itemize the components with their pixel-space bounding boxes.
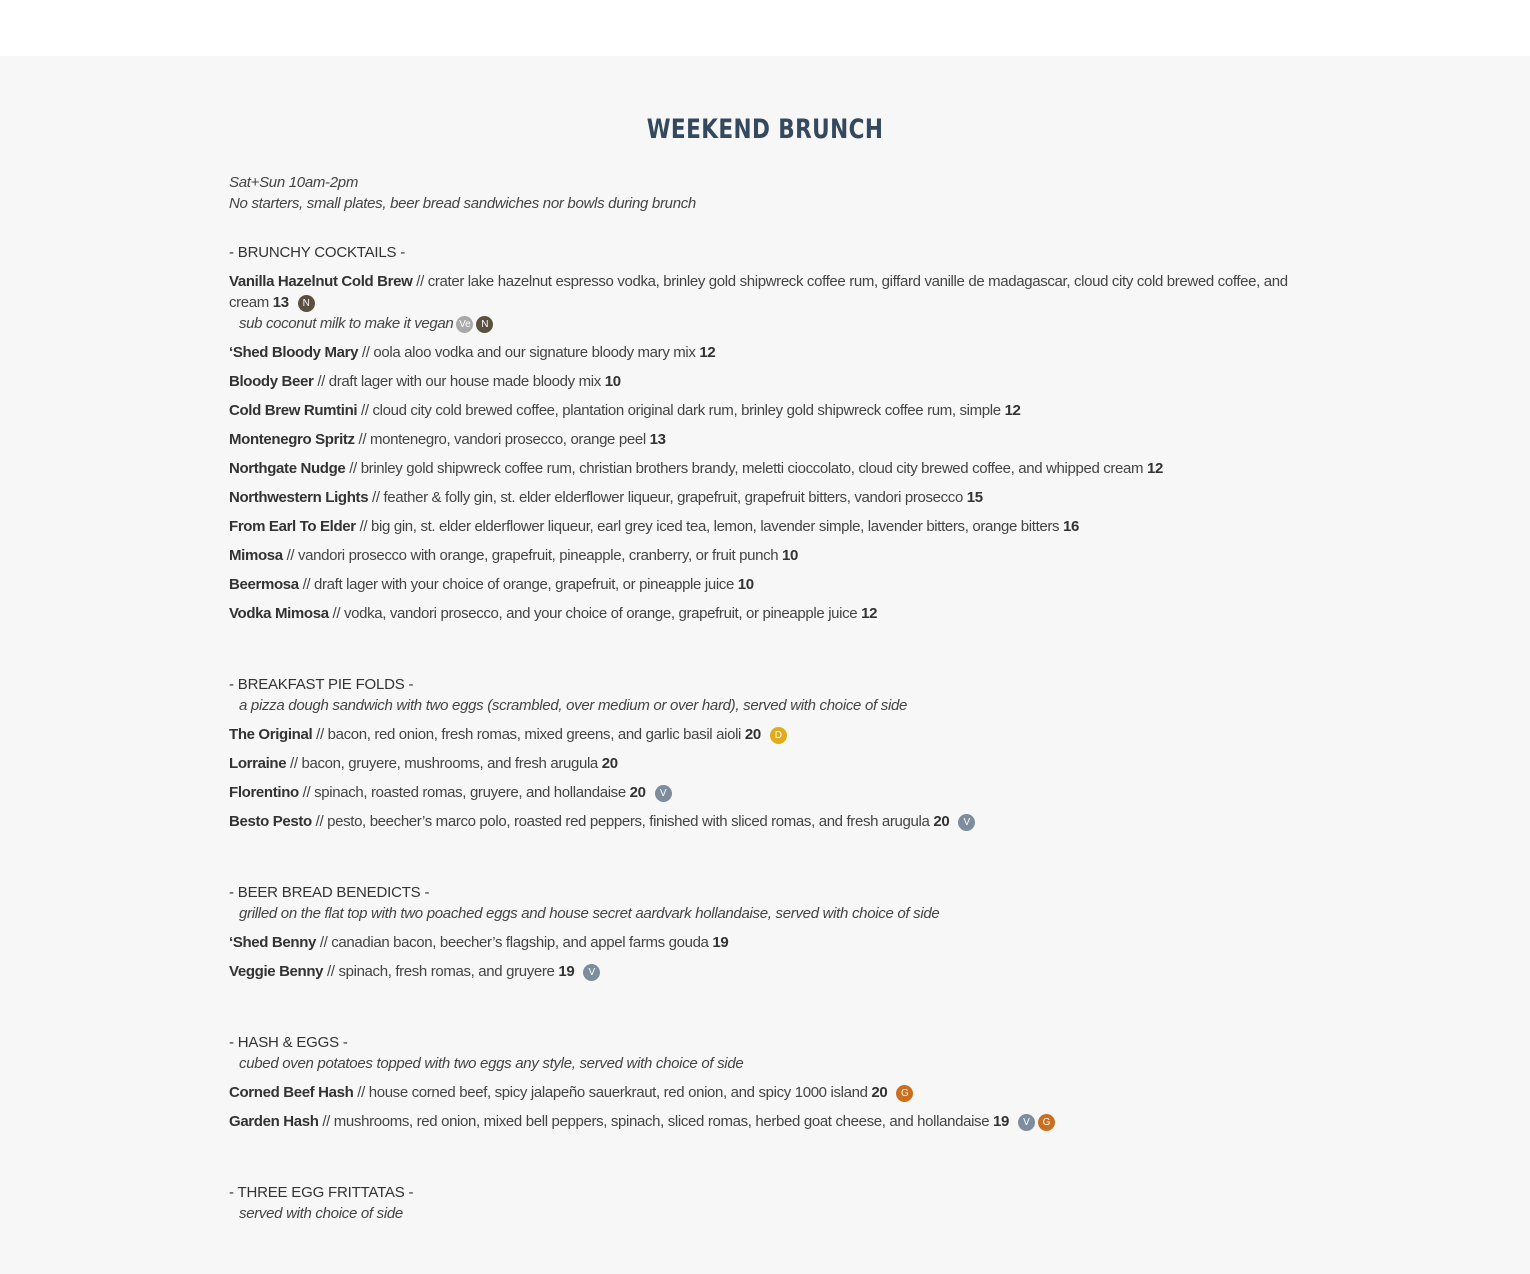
item-name: Florentino <box>229 784 299 801</box>
section-title: - THREE EGG FRITTATAS - <box>229 1184 414 1201</box>
gluten-free-badge: G <box>1038 1114 1055 1131</box>
item-description: // vodka, vandori prosecco, and your choice of orange, grapefruit, or pineapple juice <box>328 605 862 622</box>
variation-text: sub coconut milk to make it vegan <box>239 315 454 332</box>
menu-item <box>229 545 1304 566</box>
gluten-free-badge: G <box>896 1085 913 1102</box>
menu-item <box>229 811 1304 832</box>
item-price: 20 <box>871 1084 888 1101</box>
vegan-badge: Ve <box>456 316 473 333</box>
section-title: - BREAKFAST PIE FOLDS - <box>229 676 414 693</box>
item-name: Cold Brew Rumtini <box>229 402 358 419</box>
section-note: a pizza dough sandwich with two eggs (scrambled, over medium or over hard), served with choice of side <box>239 697 908 714</box>
item-price: 13 <box>649 431 666 448</box>
section-note: grilled on the flat top with two poached eggs and house secret aardvark hollandaise, served with choice of side <box>239 905 940 922</box>
item-description: // spinach, roasted romas, gruyere, and hollandaise <box>298 784 630 801</box>
item-price: 19 <box>558 963 575 980</box>
top-nav-bar <box>0 0 1530 56</box>
item-name: From Earl To Elder <box>229 518 356 535</box>
contains-nuts-badge: N <box>298 295 315 312</box>
menu-item <box>229 342 1304 363</box>
menu-item <box>229 782 1304 803</box>
menu-item <box>229 271 1304 334</box>
item-price: 20 <box>601 755 618 772</box>
menu-item <box>229 1082 1304 1103</box>
item-price: 16 <box>1063 518 1079 535</box>
item-description: // draft lager with your choice of orange, grapefruit, or pineapple juice <box>298 576 738 593</box>
item-price: 12 <box>699 344 716 361</box>
dairy-badge: D <box>770 727 787 744</box>
page-title: WEEKEND BRUNCH <box>646 114 884 145</box>
vegetarian-badge: V <box>583 964 600 981</box>
menu-item <box>229 574 1304 595</box>
item-description: // crater lake hazelnut espresso vodka, brinley gold shipwreck coffee rum, giffard vanille de madagascar, cloud city cold brewed coffee, and cream <box>229 273 1288 311</box>
menu-item <box>229 516 1304 537</box>
item-price: 15 <box>966 489 983 506</box>
section-title: - HASH & EGGS - <box>229 1034 348 1051</box>
item-price: 19 <box>712 934 729 951</box>
item-name: Veggie Benny <box>229 963 324 980</box>
item-description: // feather & folly gin, st. elder elderflower liqueur, grapefruit, grapefruit bitters, vandori prosecco <box>368 489 967 506</box>
menu-section <box>229 674 1304 832</box>
vegetarian-badge: V <box>655 785 672 802</box>
item-price: 12 <box>861 605 878 622</box>
item-name: Northwestern Lights <box>229 489 369 506</box>
menu-section <box>229 1032 1304 1132</box>
item-name: Northgate Nudge <box>229 460 346 477</box>
menu-item <box>229 371 1304 392</box>
item-description: // bacon, red onion, fresh romas, mixed greens, and garlic basil aioli <box>312 726 745 743</box>
item-description: // big gin, st. elder elderflower liqueur, earl grey iced tea, lemon, lavender simple, lavender bitters, orange bitters <box>355 518 1063 535</box>
item-price: 19 <box>993 1113 1010 1130</box>
item-name: Bloody Beer <box>229 373 314 390</box>
vegetarian-badge: V <box>958 814 975 831</box>
item-variation <box>229 313 1304 334</box>
menu-item <box>229 487 1304 508</box>
item-name: ‘Shed Benny <box>229 934 316 951</box>
item-name: Vanilla Hazelnut Cold Brew <box>229 273 413 290</box>
brunch-intro <box>229 172 696 214</box>
item-name: ‘Shed Bloody Mary <box>229 344 359 361</box>
menu-section <box>229 882 1304 982</box>
menu-item <box>229 458 1304 479</box>
menu-item <box>229 753 1304 774</box>
item-name: Corned Beef Hash <box>229 1084 354 1101</box>
item-price: 20 <box>744 726 761 743</box>
item-description: // montenegro, vandori prosecco, orange peel <box>354 431 650 448</box>
menu-item <box>229 932 1304 953</box>
item-description: // pesto, beecher’s marco polo, roasted red peppers, finished with sliced romas, and fresh arugula <box>311 813 934 830</box>
item-description: // mushrooms, red onion, mixed bell peppers, spinach, sliced romas, herbed goat cheese, and hollandaise <box>318 1113 994 1130</box>
item-description: // cloud city cold brewed coffee, plantation original dark rum, brinley gold shipwreck coffee rum, simple <box>357 402 1005 419</box>
item-name: Mimosa <box>229 547 283 564</box>
brunch-notice: No starters, small plates, beer bread sandwiches nor bowls during brunch <box>229 195 696 212</box>
item-description: // spinach, fresh romas, and gruyere <box>323 963 559 980</box>
item-price: 20 <box>629 784 646 801</box>
item-description: // oola aloo vodka and our signature bloody mary mix <box>358 344 700 361</box>
menu-item <box>229 603 1304 624</box>
item-name: Lorraine <box>229 755 287 772</box>
item-description: // draft lager with our house made bloody mix <box>313 373 605 390</box>
item-price: 10 <box>604 373 621 390</box>
contains-nuts-badge: N <box>476 316 493 333</box>
section-note: cubed oven potatoes topped with two eggs any style, served with choice of side <box>239 1055 744 1072</box>
section-note: served with choice of side <box>239 1205 403 1222</box>
menu-sections <box>229 242 1304 1274</box>
menu-section <box>229 1182 1304 1224</box>
item-price: 20 <box>933 813 950 830</box>
item-name: The Original <box>229 726 313 743</box>
item-description: // brinley gold shipwreck coffee rum, christian brothers brandy, meletti cioccolato, cloud city brewed coffee, and whipped cream <box>345 460 1148 477</box>
item-description: // vandori prosecco with orange, grapefruit, pineapple, cranberry, or fruit punch <box>282 547 783 564</box>
menu-item <box>229 400 1304 421</box>
item-description: // bacon, gruyere, mushrooms, and fresh arugula <box>286 755 602 772</box>
item-price: 12 <box>1004 402 1021 419</box>
vegetarian-badge: V <box>1018 1114 1035 1131</box>
item-name: Beermosa <box>229 576 299 593</box>
section-title: - BEER BREAD BENEDICTS - <box>229 884 430 901</box>
item-name: Montenegro Spritz <box>229 431 355 448</box>
item-name: Besto Pesto <box>229 813 312 830</box>
menu-item <box>229 429 1304 450</box>
item-price: 10 <box>782 547 799 564</box>
menu-item <box>229 724 1304 745</box>
section-title: - BRUNCHY COCKTAILS - <box>229 244 406 261</box>
item-price: 13 <box>272 294 289 311</box>
menu-item <box>229 1111 1304 1132</box>
item-description: // house corned beef, spicy jalapeño sauerkraut, red onion, and spicy 1000 island <box>353 1084 872 1101</box>
item-price: 10 <box>737 576 754 593</box>
menu-section <box>229 242 1304 624</box>
item-description: // canadian bacon, beecher’s flagship, and appel farms gouda <box>316 934 713 951</box>
brunch-hours: Sat+Sun 10am-2pm <box>229 174 359 191</box>
item-name: Garden Hash <box>229 1113 319 1130</box>
item-price: 12 <box>1147 460 1164 477</box>
menu-item <box>229 961 1304 982</box>
item-name: Vodka Mimosa <box>229 605 329 622</box>
